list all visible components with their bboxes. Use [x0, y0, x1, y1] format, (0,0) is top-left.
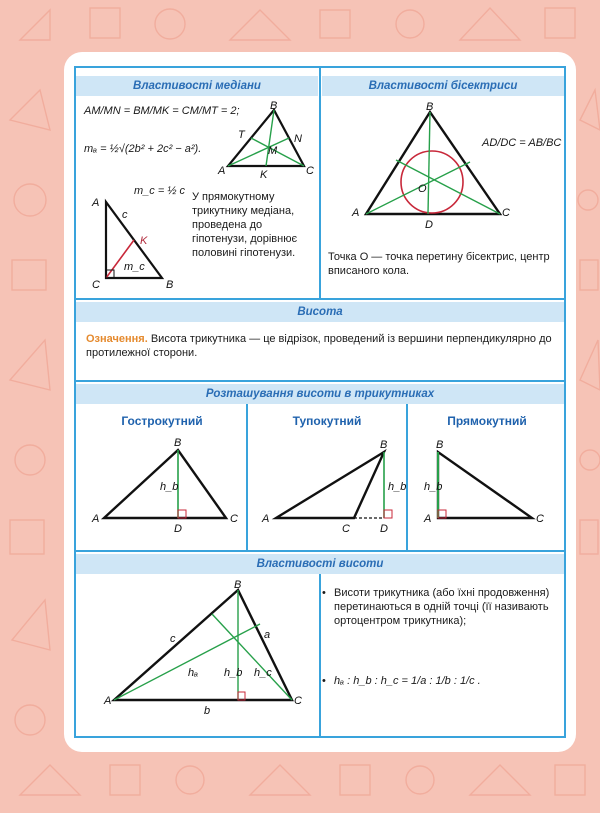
svg-text:C: C — [536, 513, 544, 525]
label-B: B — [270, 100, 278, 112]
height-props-bullet2: • hₐ : h_b : h_c = 1/a : 1/b : 1/c . — [322, 675, 481, 687]
label-A2: A — [92, 197, 100, 209]
svg-text:A: A — [262, 513, 270, 525]
height-props-header: Властивості висоти — [76, 554, 564, 574]
divider-top — [319, 68, 321, 298]
median-formula-right: m_c = ½ c — [134, 185, 186, 197]
svg-text:A: A — [424, 513, 432, 525]
right-title: Прямокутний — [447, 414, 527, 428]
svg-text:B: B — [436, 439, 444, 451]
bisector-ratio: AD/DC = AB/BC — [482, 137, 562, 149]
height-header: Висота — [76, 302, 564, 322]
svg-text:h_b: h_b — [160, 481, 179, 493]
svg-text:A: A — [92, 513, 100, 525]
label-c: c — [122, 209, 128, 221]
svg-text:h_c: h_c — [254, 667, 272, 679]
svg-text:h_b: h_b — [424, 481, 443, 493]
median-formula-ratio: AM/MN = BM/MK = CM/MT = 2; — [84, 105, 240, 117]
divider-acute — [246, 404, 248, 550]
obtuse-triangle-figure — [256, 439, 407, 535]
median-header: Властивості медіани — [76, 76, 318, 96]
label-D: D — [425, 219, 433, 231]
label-C: C — [306, 165, 314, 177]
label-C2: C — [92, 279, 100, 291]
label-M: M — [268, 145, 278, 157]
height-def-text: Висота трикутника — це відрізок, проведений із вершини перпендикулярно до протилежної сторони. — [86, 333, 552, 359]
median-triangle-figure — [218, 100, 318, 181]
svg-text:D: D — [174, 523, 182, 535]
label-K: K — [260, 169, 268, 181]
divider-bottom — [319, 574, 321, 736]
bisector-text: Точка O — точка перетину бісектрис, центр вписаного кола. — [328, 251, 550, 277]
height-props-bullet1: • Висоти трикутника (або їхні продовження) перетинаються в одній точці (її називають ортоцентром трикутника); — [322, 587, 550, 627]
bisector-header: Властивості бісектриси — [322, 76, 564, 96]
svg-text:A: A — [104, 695, 112, 707]
label-A: A — [218, 165, 226, 177]
label-B3: B — [426, 101, 434, 113]
bullet-dot-1: • — [322, 587, 326, 599]
svg-text:b: b — [204, 705, 211, 717]
placement-header: Розташування висоти в трикутниках — [76, 384, 564, 404]
label-T: T — [238, 129, 245, 141]
median-formula-length: mₐ = ½√(2b² + 2c² − a²). — [84, 143, 202, 155]
svg-text:C: C — [342, 523, 350, 535]
svg-text:C: C — [230, 513, 238, 525]
label-K2: K — [140, 235, 148, 247]
height-def-term: Означення. — [86, 333, 148, 345]
label-N: N — [294, 133, 302, 145]
right-triangle-median-figure — [90, 196, 180, 291]
acute-title: Гострокутний — [121, 414, 203, 428]
svg-text:B: B — [174, 437, 182, 449]
label-mc: m_c — [124, 261, 145, 273]
label-O: O — [418, 183, 427, 195]
acute-triangle-figure — [90, 437, 240, 535]
right-triangle-figure — [424, 440, 554, 530]
divider-obtuse — [406, 404, 408, 550]
label-C3: C — [502, 207, 510, 219]
bisector-triangle-figure — [350, 101, 510, 231]
svg-text:a: a — [264, 629, 271, 641]
svg-text:C: C — [294, 695, 302, 707]
svg-text:c: c — [170, 633, 176, 645]
svg-text:h_b: h_b — [224, 667, 243, 679]
bullet-dot-2: • — [322, 675, 326, 687]
divider-3 — [76, 550, 564, 552]
divider-1 — [76, 298, 564, 300]
height-definition — [86, 332, 552, 360]
svg-text:B: B — [234, 579, 242, 591]
divider-2 — [76, 380, 564, 382]
svg-text:hₐ: hₐ — [188, 667, 199, 679]
median-right-text: У прямокутному трикутнику медіана, проведена до гіпотенузи, дорівнює половині гіпотенузи. — [192, 191, 298, 259]
obtuse-title: Тупокутний — [292, 414, 362, 428]
orthocenter-figure — [100, 579, 310, 722]
svg-text:D: D — [380, 523, 388, 535]
svg-text:h_b: h_b — [388, 481, 407, 493]
label-B2: B — [166, 279, 174, 291]
svg-text:B: B — [380, 439, 388, 451]
label-A3: A — [352, 207, 360, 219]
